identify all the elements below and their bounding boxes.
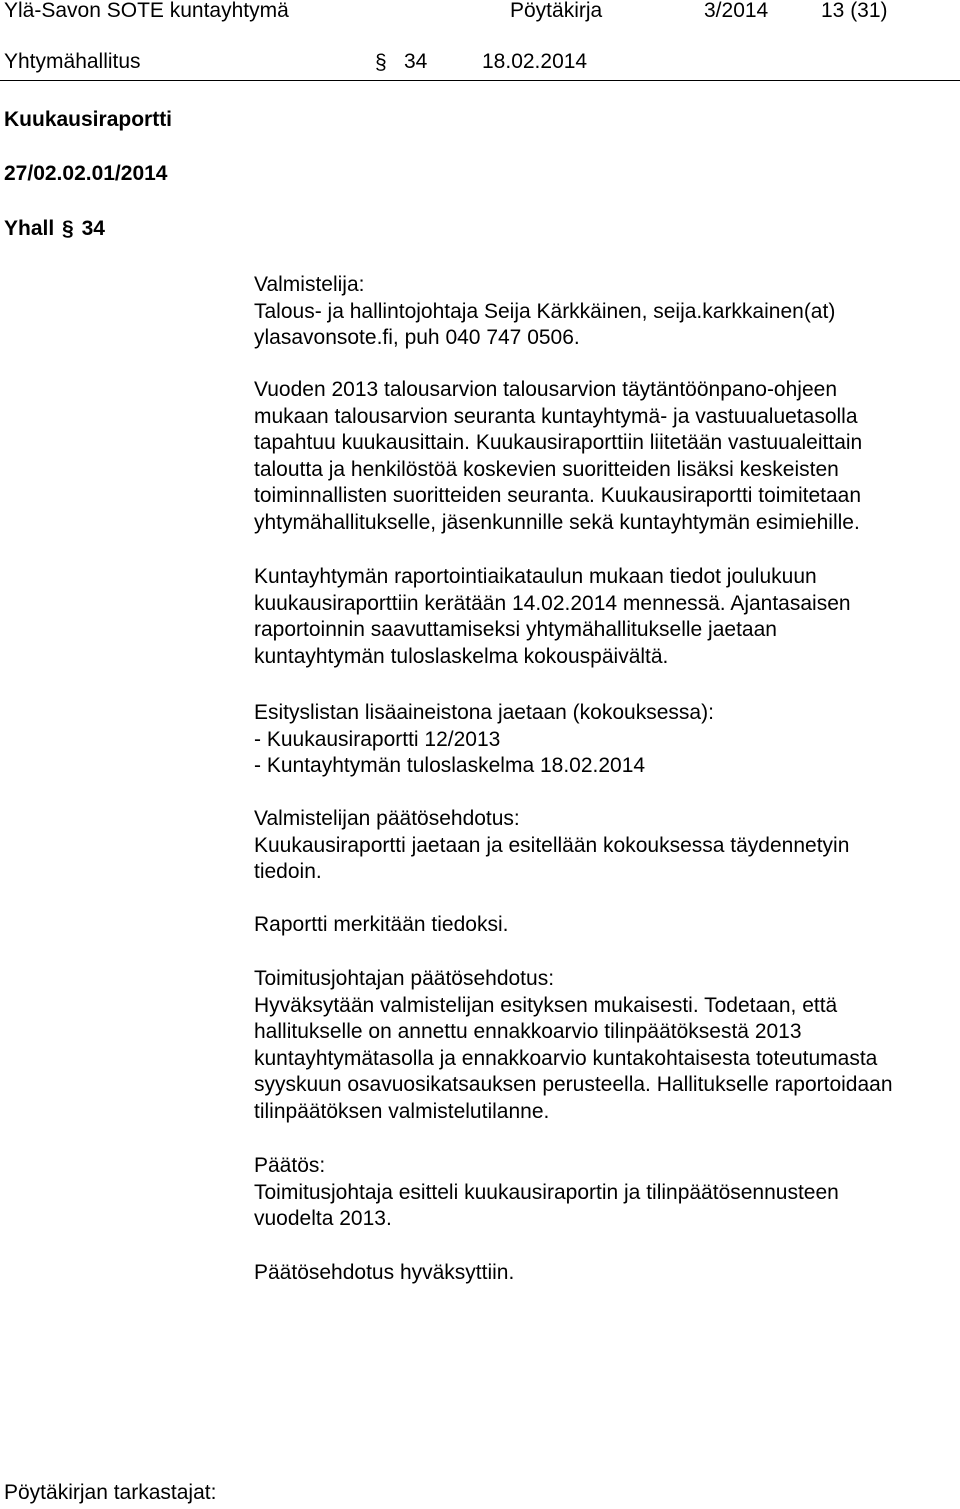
paragraph-line: toiminnallisten suoritteiden seuranta. Kuukausiraportti toimitetaan bbox=[254, 484, 862, 508]
paragraph-line: kuntayhtymätasolla ja ennakkoarvio kuntakohtaisesta toteutumasta bbox=[254, 1046, 878, 1070]
paragraph-reporting-schedule bbox=[254, 564, 851, 670]
paragraph-heading: Päätös: bbox=[254, 1154, 326, 1177]
paragraph-line: vuodelta 2013. bbox=[254, 1207, 392, 1231]
header-doc-type: Pöytäkirja bbox=[510, 0, 603, 22]
reference-number: 27/02.02.01/2014 bbox=[4, 162, 168, 185]
page-title: Kuukausiraportti bbox=[4, 108, 173, 131]
paragraph-reporting-procedure bbox=[254, 377, 862, 537]
paragraph-line: taloutta ja henkilöstöä koskevien suoritteiden lisäksi keskeisten bbox=[254, 457, 839, 481]
header-body: Yhtymähallitus bbox=[4, 50, 141, 73]
paragraph-line: mukaan talousarvion seuranta kuntayhtymä- ja vastuualuetasolla bbox=[254, 404, 858, 428]
list-item: - Kuukausiraportti 12/2013 bbox=[254, 727, 501, 751]
paragraph-line: kuntayhtymän tuloslaskelma kokouspäivältä. bbox=[254, 644, 669, 668]
paragraph-line: Päätösehdotus hyväksyttiin. bbox=[254, 1261, 515, 1284]
list-item: - Kuntayhtymän tuloslaskelma 18.02.2014 bbox=[254, 754, 646, 778]
paragraph-line: hallitukselle on annettu ennakkoarvio tilinpäätöksestä 2013 bbox=[254, 1020, 802, 1044]
paragraph-line: raportoinnin saavuttamiseksi yhtymähallitukselle jaetaan bbox=[254, 618, 777, 642]
paragraph-note bbox=[254, 912, 508, 939]
preparer-heading: Valmistelija: bbox=[254, 273, 365, 296]
preparer-block bbox=[254, 272, 835, 352]
paragraph-line: Hyväksytään valmistelijan esityksen mukaisesti. Todetaan, että bbox=[254, 993, 838, 1017]
section-label-text: Yhall bbox=[4, 217, 55, 240]
paragraph-ceo-proposal bbox=[254, 966, 893, 1126]
header-section-number: 34 bbox=[404, 50, 428, 73]
footer-minutes-checkers: Pöytäkirjan tarkastajat: bbox=[4, 1481, 217, 1504]
paragraph-line: Raportti merkitään tiedoksi. bbox=[254, 913, 509, 936]
paragraph-approval bbox=[254, 1260, 514, 1287]
paragraph-line: Vuoden 2013 talousarvion talousarvion täytäntöönpano-ohjeen bbox=[254, 378, 837, 401]
paragraph-line: tapahtuu kuukausittain. Kuukausiraporttiin liitetään vastuualeittain bbox=[254, 431, 863, 455]
paragraph-line: Toimitusjohtaja esitteli kuukausiraportin ja tilinpäätösennusteen bbox=[254, 1180, 839, 1204]
paragraph-line: Kuukausiraportti jaetaan ja esitellään kokouksessa täydennetyin bbox=[254, 833, 850, 857]
paragraph-line: yhtymähallitukselle, jäsenkunnille sekä kuntayhtymän esimiehille. bbox=[254, 510, 860, 534]
header-doc-number: 3/2014 bbox=[704, 0, 769, 22]
header-date: 18.02.2014 bbox=[482, 50, 588, 73]
header-organization: Ylä-Savon SOTE kuntayhtymä bbox=[4, 0, 289, 22]
section-label bbox=[4, 216, 105, 242]
section-sign: § bbox=[62, 217, 74, 240]
paragraph-line: kuukausiraporttiin kerätään 14.02.2014 mennessä. Ajantasaisen bbox=[254, 591, 851, 615]
paragraph-decision bbox=[254, 1153, 839, 1233]
svg-text:§: § bbox=[375, 51, 387, 74]
preparer-line: Talous- ja hallintojohtaja Seija Kärkkäinen, seija.karkkainen(at) bbox=[254, 299, 836, 323]
paragraph-line: Esityslistan lisäaineistona jaetaan (kokouksessa): bbox=[254, 701, 714, 724]
preparer-line: ylasavonsote.fi, puh 040 747 0506. bbox=[254, 326, 580, 350]
paragraph-line: tilinpäätöksen valmistelutilanne. bbox=[254, 1099, 550, 1123]
paragraph-preparer-proposal bbox=[254, 806, 849, 886]
paragraph-line: syyskuun osavuosikatsauksen perusteella. Hallitukselle raportoidaan bbox=[254, 1073, 893, 1097]
paragraph-additional-materials bbox=[254, 700, 714, 780]
paragraph-heading: Valmistelijan päätösehdotus: bbox=[254, 807, 520, 830]
paragraph-heading: Toimitusjohtajan päätösehdotus: bbox=[254, 967, 555, 990]
paragraph-line: tiedoin. bbox=[254, 860, 322, 884]
section-label-number: 34 bbox=[81, 217, 105, 240]
section-sign-icon bbox=[371, 48, 401, 76]
paragraph-line: Kuntayhtymän raportointiaikataulun mukaan tiedot joulukuun bbox=[254, 565, 817, 588]
header-divider bbox=[0, 80, 960, 81]
header-page-number: 13 (31) bbox=[821, 0, 888, 22]
